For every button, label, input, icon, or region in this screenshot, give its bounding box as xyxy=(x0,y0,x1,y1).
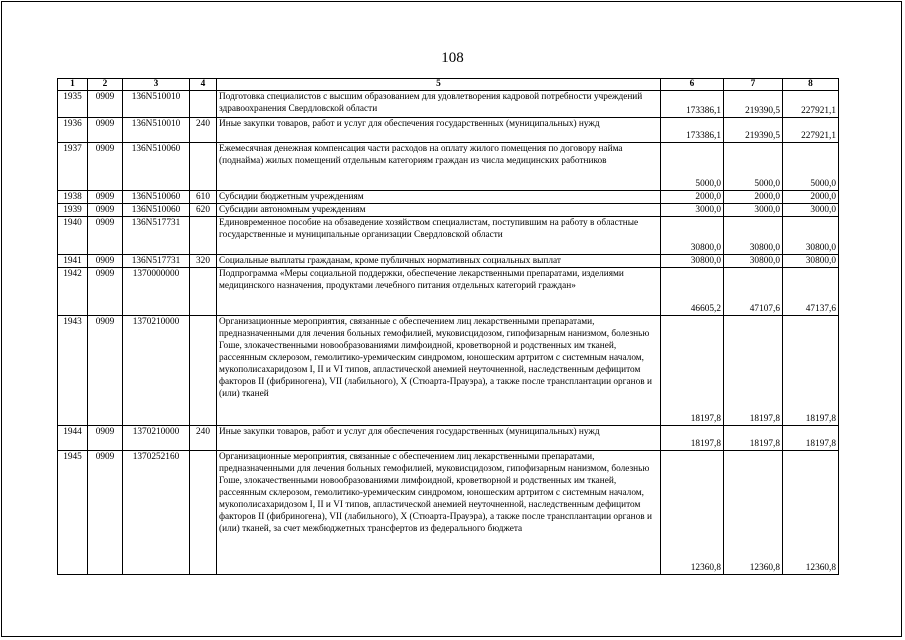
cell-name: Ежемесячная денежная компенсация части расходов на оплату жилого помещения по договору найма (поднайма) жилых помещений отдельным категориям граждан из числа медицинских работников xyxy=(217,143,661,191)
cell-vr: 620 xyxy=(190,204,217,217)
cell-v3: 227921,1 xyxy=(783,91,839,118)
table-row xyxy=(58,451,839,575)
cell-v2: 219390,5 xyxy=(724,91,783,118)
cell-name: Единовременное пособие на обзаведение хозяйством специалистам, поступившим на работу в областные государственные и муниципальные организации Свердловской области xyxy=(217,217,661,255)
cell-vr: 240 xyxy=(190,426,217,451)
cell-vr: 610 xyxy=(190,191,217,204)
cell-n: 1941 xyxy=(58,255,88,268)
cell-n: 1942 xyxy=(58,268,88,316)
table-row xyxy=(58,255,839,268)
column-header: 8 xyxy=(783,79,839,91)
cell-name: Субсидии бюджетным учреждениям xyxy=(217,191,661,204)
cell-csr: 136N510060 xyxy=(123,191,190,204)
cell-name: Организационные мероприятия, связанные с обеспечением лиц лекарственными препаратами, предназначенными для лечения больных гемофилией, муковисцидозом, гипофизарным нанизмом, болезнью Гоше, злокачественными новообразованиями лимфоидной, кроветворной и родственных им тканей, рассеянным склерозом, гемолитико-уремическим синдромом, юношеским артритом с системным началом, мукополисахаридозом I, II и VI типов, апластической анемией неуточненной, наследственным дефицитом факторов II (фибриногена), VII (лабильного), X (Стюарта-Прауэра), а также после трансплантации органов и (или) тканей, за счет межбюджетных трансфертов из федерального бюджета xyxy=(217,451,661,575)
cell-v1: 12360,8 xyxy=(661,451,724,575)
column-header: 4 xyxy=(190,79,217,91)
cell-name: Иные закупки товаров, работ и услуг для обеспечения государственных (муниципальных) нужд xyxy=(217,426,661,451)
cell-sec: 0909 xyxy=(88,255,123,268)
cell-n: 1945 xyxy=(58,451,88,575)
cell-csr: 136N517731 xyxy=(123,255,190,268)
cell-v2: 30800,0 xyxy=(724,217,783,255)
cell-csr: 136N510060 xyxy=(123,204,190,217)
cell-vr xyxy=(190,451,217,575)
column-header: 2 xyxy=(88,79,123,91)
cell-vr xyxy=(190,217,217,255)
table-row xyxy=(58,268,839,316)
cell-v3: 3000,0 xyxy=(783,204,839,217)
header-row xyxy=(58,79,839,91)
cell-v1: 30800,0 xyxy=(661,255,724,268)
cell-sec: 0909 xyxy=(88,204,123,217)
cell-v2: 18197,8 xyxy=(724,316,783,426)
cell-n: 1939 xyxy=(58,204,88,217)
cell-v2: 219390,5 xyxy=(724,118,783,143)
page-number: 108 xyxy=(441,50,464,66)
cell-v3: 47137,6 xyxy=(783,268,839,316)
table-row xyxy=(58,191,839,204)
cell-name: Подпрограмма «Меры социальной поддержки, обеспечение лекарственными препаратами, изделиями медицинского назначения, продуктами лечебного питания отдельных категорий граждан» xyxy=(217,268,661,316)
cell-n: 1935 xyxy=(58,91,88,118)
cell-n: 1938 xyxy=(58,191,88,204)
table-row xyxy=(58,91,839,118)
column-header: 3 xyxy=(123,79,190,91)
cell-sec: 0909 xyxy=(88,118,123,143)
cell-v1: 5000,0 xyxy=(661,143,724,191)
cell-n: 1940 xyxy=(58,217,88,255)
cell-v2: 2000,0 xyxy=(724,191,783,204)
cell-sec: 0909 xyxy=(88,451,123,575)
cell-csr: 1370210000 xyxy=(123,426,190,451)
cell-sec: 0909 xyxy=(88,143,123,191)
cell-n: 1936 xyxy=(58,118,88,143)
cell-n: 1944 xyxy=(58,426,88,451)
cell-name: Субсидии автономным учреждениям xyxy=(217,204,661,217)
cell-v3: 30800,0 xyxy=(783,217,839,255)
cell-v3: 227921,1 xyxy=(783,118,839,143)
cell-v1: 173386,1 xyxy=(661,91,724,118)
cell-vr: 320 xyxy=(190,255,217,268)
cell-v2: 3000,0 xyxy=(724,204,783,217)
column-header: 6 xyxy=(661,79,724,91)
cell-csr: 136N510060 xyxy=(123,143,190,191)
cell-csr: 136N510010 xyxy=(123,91,190,118)
cell-v3: 2000,0 xyxy=(783,191,839,204)
cell-vr xyxy=(190,143,217,191)
cell-v3: 12360,8 xyxy=(783,451,839,575)
cell-csr: 136N510010 xyxy=(123,118,190,143)
cell-sec: 0909 xyxy=(88,426,123,451)
cell-v3: 30800,0 xyxy=(783,255,839,268)
budget-table xyxy=(57,78,839,575)
cell-sec: 0909 xyxy=(88,91,123,118)
cell-sec: 0909 xyxy=(88,191,123,204)
cell-v1: 2000,0 xyxy=(661,191,724,204)
cell-vr: 240 xyxy=(190,118,217,143)
cell-v3: 5000,0 xyxy=(783,143,839,191)
table-row xyxy=(58,118,839,143)
cell-n: 1937 xyxy=(58,143,88,191)
cell-v3: 18197,8 xyxy=(783,316,839,426)
cell-v2: 5000,0 xyxy=(724,143,783,191)
cell-v1: 46605,2 xyxy=(661,268,724,316)
cell-v2: 18197,8 xyxy=(724,426,783,451)
column-header: 7 xyxy=(724,79,783,91)
column-header: 1 xyxy=(58,79,88,91)
cell-v1: 30800,0 xyxy=(661,217,724,255)
table-row xyxy=(58,143,839,191)
cell-name: Иные закупки товаров, работ и услуг для обеспечения государственных (муниципальных) нужд xyxy=(217,118,661,143)
cell-n: 1943 xyxy=(58,316,88,426)
cell-v1: 173386,1 xyxy=(661,118,724,143)
cell-sec: 0909 xyxy=(88,217,123,255)
cell-vr xyxy=(190,316,217,426)
cell-vr xyxy=(190,268,217,316)
column-header: 5 xyxy=(217,79,661,91)
table-row xyxy=(58,426,839,451)
cell-csr: 136N517731 xyxy=(123,217,190,255)
cell-sec: 0909 xyxy=(88,316,123,426)
cell-sec: 0909 xyxy=(88,268,123,316)
cell-v2: 47107,6 xyxy=(724,268,783,316)
table-row xyxy=(58,316,839,426)
table-row xyxy=(58,217,839,255)
cell-name: Организационные мероприятия, связанные с обеспечением лиц лекарственными препаратами, предназначенными для лечения больных гемофилией, муковисцидозом, гипофизарным нанизмом, болезнью Гоше, злокачественными новообразованиями лимфоидной, кроветворной и родственных им тканей, рассеянным склерозом, гемолитико-уремическим синдромом, юношеским артритом с системным началом, мукополисахаридозом I, II и VI типов, апластической анемией неуточненной, наследственным дефицитом факторов II (фибриногена), VII (лабильного), X (Стюарта-Прауэра), а также после трансплантации органов и (или) тканей xyxy=(217,316,661,426)
table-row xyxy=(58,204,839,217)
cell-v2: 12360,8 xyxy=(724,451,783,575)
cell-csr: 1370210000 xyxy=(123,316,190,426)
cell-csr: 1370000000 xyxy=(123,268,190,316)
cell-v2: 30800,0 xyxy=(724,255,783,268)
cell-v1: 18197,8 xyxy=(661,316,724,426)
cell-vr xyxy=(190,91,217,118)
cell-name: Подготовка специалистов с высшим образованием для удовлетворения кадровой потребности учреждений здравоохранения Свердловской области xyxy=(217,91,661,118)
cell-csr: 1370252160 xyxy=(123,451,190,575)
cell-v1: 18197,8 xyxy=(661,426,724,451)
cell-v3: 18197,8 xyxy=(783,426,839,451)
cell-v1: 3000,0 xyxy=(661,204,724,217)
cell-name: Социальные выплаты гражданам, кроме публичных нормативных социальных выплат xyxy=(217,255,661,268)
